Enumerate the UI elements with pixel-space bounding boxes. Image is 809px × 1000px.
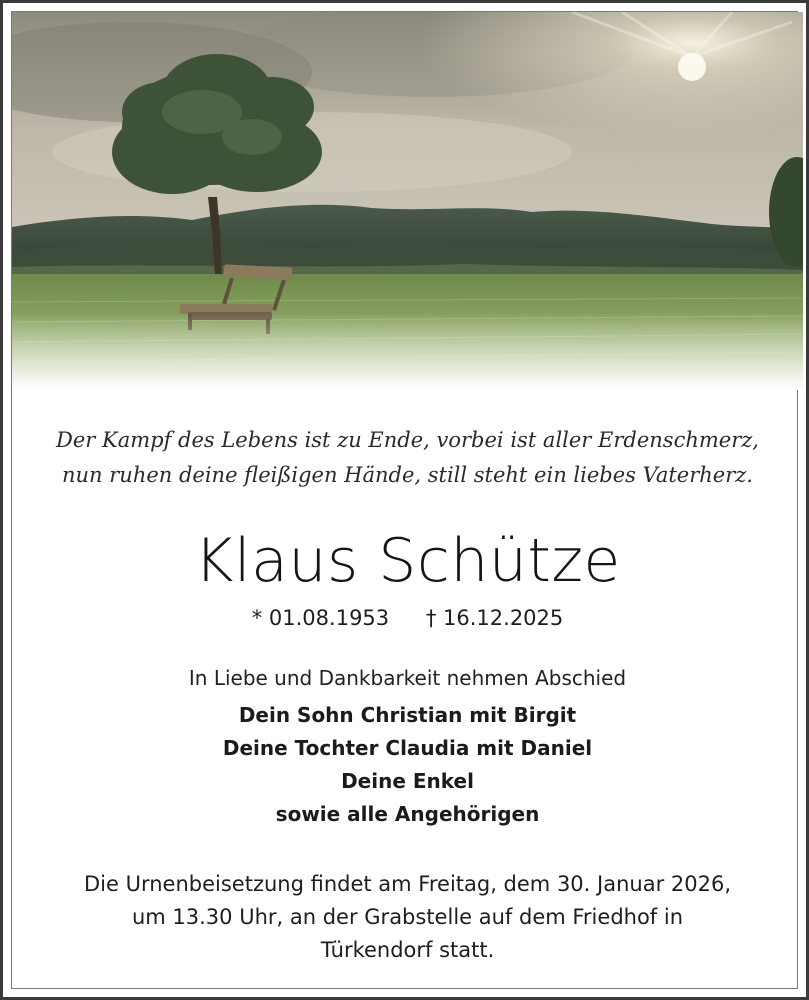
death-date: † 16.12.2025 (425, 606, 564, 630)
poem-line-1: Der Kampf des Lebens ist zu Ende, vorbei ist aller Erdenschmerz, (56, 428, 759, 452)
mourners-list (3, 699, 809, 831)
poem (3, 423, 809, 493)
landscape-photo (12, 12, 803, 390)
mourner-entry: Deine Enkel (341, 769, 474, 793)
deceased-name: Klaus Schütze (194, 526, 621, 596)
poem-line-2: nun ruhen deine fleißigen Hände, still steht ein liebes Vaterherz. (62, 463, 753, 487)
mourner-entry: Deine Tochter Claudia mit Daniel (222, 736, 593, 760)
notice-line-1: Die Urnenbeisetzung findet am Freitag, dem 30. Januar 2026, (84, 872, 731, 896)
life-dates (3, 601, 809, 635)
mourner-entry: sowie alle Angehörigen (275, 802, 540, 826)
funeral-notice (33, 868, 782, 967)
mourner-entry: Dein Sohn Christian mit Birgit (238, 703, 577, 727)
farewell-line: In Liebe und Dankbarkeit nehmen Abschied (188, 666, 627, 690)
birth-date: * 01.08.1953 (251, 606, 390, 630)
notice-line-2: um 13.30 Uhr, an der Grabstelle auf dem Friedhof in (131, 905, 684, 929)
landscape-illustration (12, 12, 803, 390)
notice-line-3: Türkendorf statt. (320, 938, 495, 962)
